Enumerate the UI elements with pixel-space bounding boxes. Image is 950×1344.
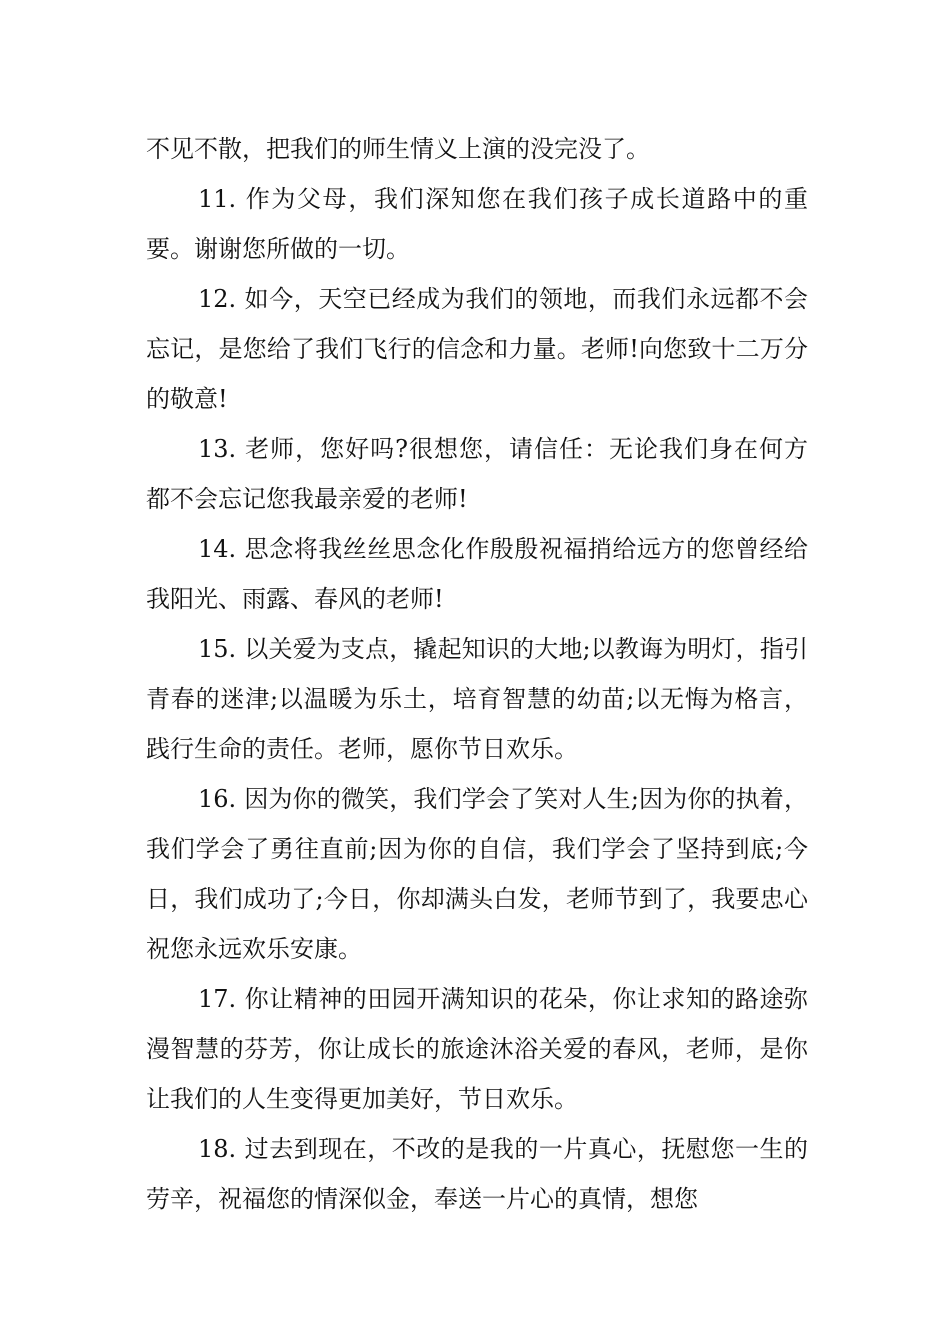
paragraph-number: 16. (198, 785, 237, 813)
paragraph-15 (146, 624, 808, 774)
paragraph-13 (146, 424, 808, 524)
paragraph-text: 以关爱为支点，撬起知识的大地;以教诲为明灯，指引青春的迷津;以温暖为乐土，培育智慧的幼苗;以无悔为格言，践行生命的责任。老师，愿你节日欢乐。 (146, 635, 808, 763)
paragraph-16 (146, 774, 808, 974)
paragraph-number: 18. (198, 1135, 237, 1163)
paragraph-number: 17. (198, 985, 237, 1013)
paragraph-number: 14. (198, 535, 237, 563)
paragraph-text: 如今，天空已经成为我们的领地，而我们永远都不会忘记，是您给了我们飞行的信念和力量。老师!向您致十二万分的敬意! (146, 285, 808, 413)
paragraph-text: 你让精神的田园开满知识的花朵，你让求知的路途弥漫智慧的芬芳，你让成长的旅途沐浴关爱的春风，老师，是你让我们的人生变得更加美好，节日欢乐。 (146, 985, 808, 1113)
paragraph-text: 作为父母，我们深知您在我们孩子成长道路中的重要。谢谢您所做的一切。 (146, 185, 808, 263)
paragraph-text: 不见不散，把我们的师生情义上演的没完没了。 (146, 135, 650, 163)
paragraph-text: 因为你的微笑，我们学会了笑对人生;因为你的执着，我们学会了勇往直前;因为你的自信，我们学会了坚持到底;今日，我们成功了;今日，你却满头白发，老师节到了，我要忠心祝您永远欢乐安康。 (146, 785, 808, 963)
paragraph-18 (146, 1124, 808, 1224)
paragraph-number: 15. (198, 635, 237, 663)
paragraph-number: 12. (198, 285, 237, 313)
paragraph-12 (146, 274, 808, 424)
paragraph-text: 过去到现在，不改的是我的一片真心，抚慰您一生的劳辛，祝福您的情深似金，奉送一片心的真情，想您 (146, 1135, 808, 1213)
document-body (146, 124, 808, 1224)
paragraph-text: 老师，您好吗?很想您，请信任：无论我们身在何方都不会忘记您我最亲爱的老师! (146, 435, 808, 513)
paragraph-17 (146, 974, 808, 1124)
paragraph-number: 13. (198, 435, 237, 463)
paragraph-11 (146, 174, 808, 274)
paragraph-0 (146, 124, 808, 174)
paragraph-number: 11. (198, 185, 237, 213)
paragraph-14 (146, 524, 808, 624)
paragraph-text: 思念将我丝丝思念化作殷殷祝福捎给远方的您曾经给我阳光、雨露、春风的老师! (146, 535, 808, 613)
